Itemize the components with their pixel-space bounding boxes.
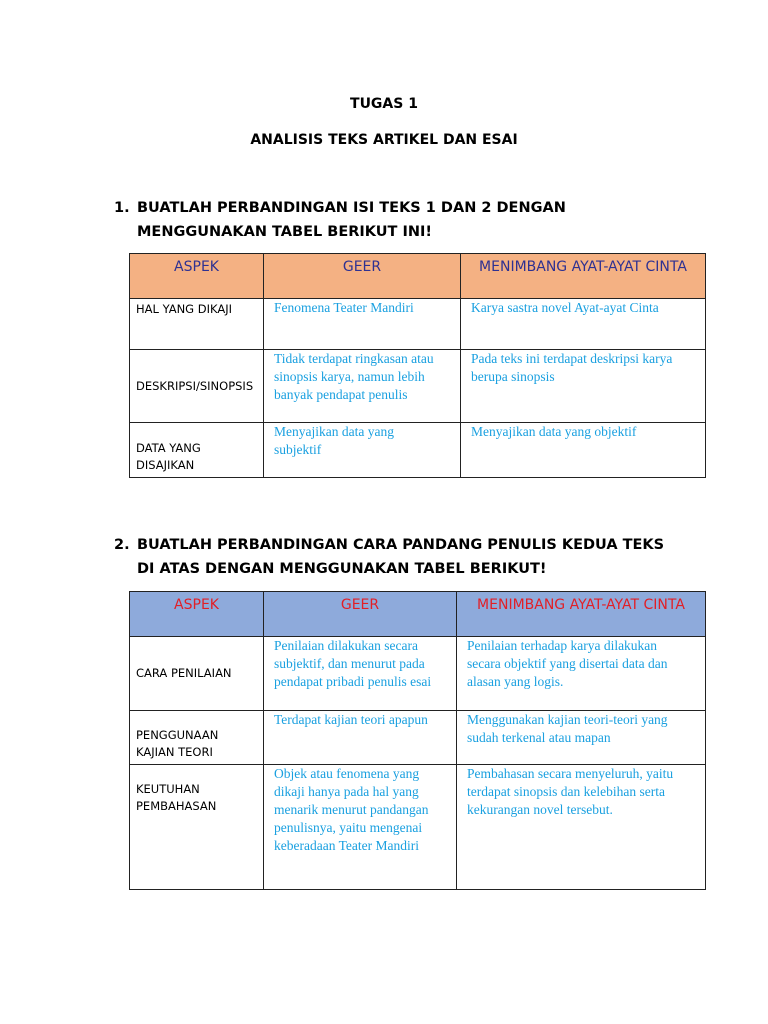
row-geer-value: Menyajikan data yang subjektif (264, 423, 461, 478)
row-geer-value: Objek atau fenomena yang dikaji hanya pada hal yang menarik menurut pandangan penulisnya, yaitu mengenai keberadaan Teater Mandiri (264, 765, 457, 890)
header-menimbang: MENIMBANG AYAT-AYAT CINTA (457, 592, 706, 637)
row-geer-value: Fenomena Teater Mandiri (264, 299, 461, 350)
table-row (130, 711, 706, 765)
header-geer: GEER (264, 592, 457, 637)
document-subtitle: ANALISIS TEKS ARTIKEL DAN ESAI (250, 132, 518, 148)
question-1-number: 1. (114, 200, 130, 216)
row-menimbang-value: Pada teks ini terdapat deskripsi karya berupa sinopsis (461, 350, 706, 423)
table-row (130, 423, 706, 478)
row-geer-value: Penilaian dilakukan secara subjektif, dan menurut pada pendapat pribadi penulis esai (264, 637, 457, 711)
row-aspek-label: CARA PENILAIAN (130, 637, 264, 711)
row-menimbang-value: Pembahasan secara menyeluruh, yaitu terdapat sinopsis dan kelebihan serta kekurangan novel tersebut. (457, 765, 706, 890)
row-aspek-label: DATA YANG DISAJIKAN (130, 423, 264, 478)
row-aspek-label: HAL YANG DIKAJI (130, 299, 264, 350)
document-title: TUGAS 1 (350, 96, 418, 112)
row-geer-value: Terdapat kajian teori apapun (264, 711, 457, 765)
comparison-table-1 (129, 253, 706, 478)
comparison-table-2 (129, 591, 706, 890)
header-aspek: ASPEK (130, 254, 264, 299)
question-1-text: BUATLAH PERBANDINGAN ISI TEKS 1 DAN 2 DENGAN MENGGUNAKAN TABEL BERIKUT INI! (137, 200, 566, 240)
table-row (130, 350, 706, 423)
row-menimbang-value: Menggunakan kajian teori-teori yang sudah terkenal atau mapan (457, 711, 706, 765)
row-aspek-label: PENGGUNAAN KAJIAN TEORI (130, 711, 264, 765)
table-header-row (130, 592, 706, 637)
row-aspek-label: KEUTUHAN PEMBAHASAN (130, 765, 264, 890)
question-2-text: BUATLAH PERBANDINGAN CARA PANDANG PENULIS KEDUA TEKS DI ATAS DENGAN MENGGUNAKAN TABEL BERIKUT! (137, 537, 665, 577)
header-menimbang: MENIMBANG AYAT-AYAT CINTA (461, 254, 706, 299)
row-menimbang-value: Menyajikan data yang objektif (461, 423, 706, 478)
header-geer: GEER (264, 254, 461, 299)
table-row (130, 765, 706, 890)
row-menimbang-value: Penilaian terhadap karya dilakukan secara objektif yang disertai data dan alasan yang logis. (457, 637, 706, 711)
question-2-number: 2. (114, 537, 130, 553)
row-menimbang-value: Karya sastra novel Ayat-ayat Cinta (461, 299, 706, 350)
table-row (130, 299, 706, 350)
table-header-row (130, 254, 706, 299)
row-aspek-label: DESKRIPSI/SINOPSIS (130, 350, 264, 423)
table-row (130, 637, 706, 711)
header-aspek: ASPEK (130, 592, 264, 637)
row-geer-value: Tidak terdapat ringkasan atau sinopsis karya, namun lebih banyak pendapat penulis (264, 350, 461, 423)
